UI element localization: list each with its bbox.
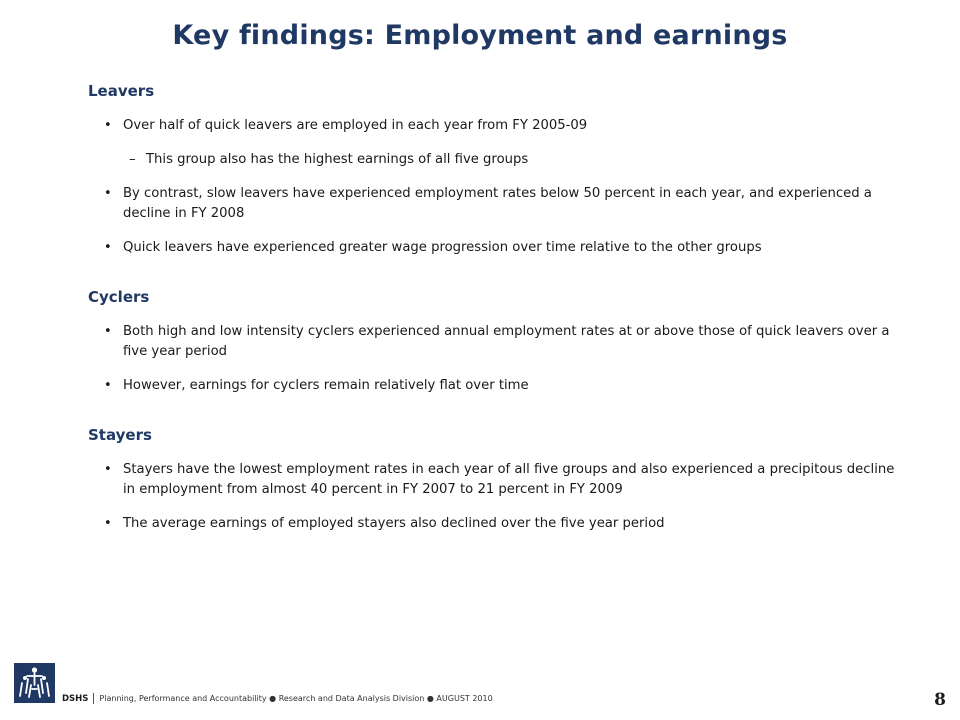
bullet-dot-icon: • (104, 378, 112, 393)
bullet-text: Over half of quick leavers are employed in each year from FY 2005-09 (123, 118, 588, 133)
footer-description: Planning, Performance and Accountability ● Research and Data Analysis Division ● AUGUST 2010 (99, 694, 493, 703)
bullet-text: Quick leavers have experienced greater wage progression over time relative to the other groups (123, 240, 762, 255)
bullet-dot-icon: • (104, 324, 112, 339)
sub-bullet-item (88, 150, 908, 170)
bullet-dot-icon: • (104, 118, 112, 133)
bullet-text: Both high and low intensity cyclers experienced annual employment rates at or above those of quick leavers over a five year period (123, 324, 890, 359)
sub-bullet-text: This group also has the highest earnings of all five groups (146, 152, 529, 167)
footer-separator (93, 693, 94, 704)
page-number: 8 (934, 690, 946, 710)
section-cyclers (88, 288, 908, 410)
section-leavers (88, 82, 908, 272)
footer-text (62, 693, 493, 704)
bullet-item (88, 116, 908, 136)
bullet-text: Stayers have the lowest employment rates in each year of all five groups and also experienced a precipitous decline in employment from almost 40 percent in FY 2007 to 21 percent in FY 2009 (123, 462, 895, 497)
section-heading-stayers: Stayers (88, 426, 152, 444)
page-title: Key findings: Employment and earnings (172, 20, 788, 51)
bullet-text: However, earnings for cyclers remain relatively flat over time (123, 378, 529, 393)
section-heading-leavers: Leavers (88, 82, 155, 100)
bullet-item (88, 184, 908, 224)
section-heading-cyclers: Cyclers (88, 288, 150, 306)
bullet-item (88, 514, 908, 534)
bullet-item (88, 322, 908, 362)
bullet-dot-icon: • (104, 462, 112, 477)
bullet-item (88, 376, 908, 396)
footer-org: DSHS (62, 694, 89, 704)
dash-icon: – (129, 152, 136, 167)
bullet-text: By contrast, slow leavers have experienced employment rates below 50 percent in each year, and experienced a decline in FY 2008 (123, 186, 872, 221)
bullet-text: The average earnings of employed stayers also declined over the five year period (123, 516, 665, 531)
dshs-logo-icon (14, 663, 55, 703)
section-stayers (88, 426, 908, 548)
bullet-item (88, 460, 908, 500)
people-figures-icon (14, 663, 55, 703)
bullet-item (88, 238, 908, 258)
footer (0, 660, 960, 720)
bullet-dot-icon: • (104, 240, 112, 255)
bullet-dot-icon: • (104, 516, 112, 531)
bullet-dot-icon: • (104, 186, 112, 201)
